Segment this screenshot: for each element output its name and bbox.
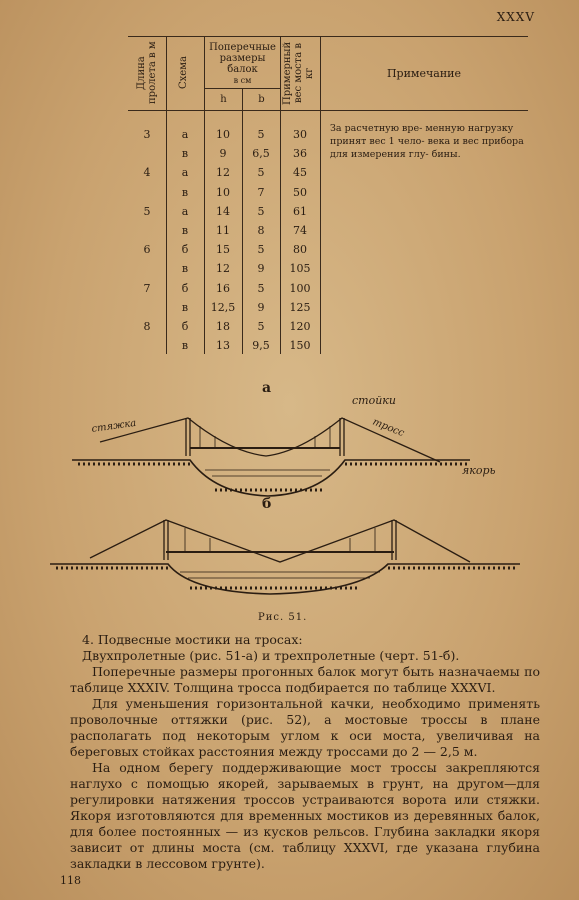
table-cell-weight: 100 xyxy=(289,281,311,295)
table-cell-weight: 45 xyxy=(293,166,307,180)
water-b xyxy=(180,572,380,578)
table-cell-weight: 105 xyxy=(289,262,311,276)
table-cell-b: 5 xyxy=(257,281,265,295)
table-cell-scheme: б xyxy=(181,243,189,257)
post-b-right xyxy=(392,520,396,560)
table-cell-scheme: а xyxy=(181,128,189,141)
table-cell-h: 15 xyxy=(216,243,230,257)
table-cell-scheme: в xyxy=(181,339,189,353)
table-cell-scheme: в xyxy=(181,300,189,314)
header-length: Длина пролета в м xyxy=(136,41,158,105)
table-cell-h: 13 xyxy=(216,339,230,353)
table-cell-h: 12 xyxy=(216,166,230,180)
diagram-b xyxy=(50,520,520,594)
table-cell-length: 3 xyxy=(143,128,151,141)
table-col-rule xyxy=(320,36,321,354)
table-cell-scheme: б xyxy=(181,320,189,333)
table-cell-h: 16 xyxy=(216,281,230,295)
header-scheme: Схема xyxy=(178,56,189,90)
figure-caption: Рис. 51. xyxy=(258,612,308,623)
table-cell-length: 7 xyxy=(143,281,151,295)
stays-b xyxy=(185,528,375,552)
table-cell-weight: 80 xyxy=(293,243,307,257)
header-h: h xyxy=(220,94,227,105)
table-cell-b: 5 xyxy=(257,128,265,141)
post-b-left xyxy=(164,520,168,560)
table-cell-h: 14 xyxy=(216,204,230,218)
table-cell-b: 5 xyxy=(257,204,265,218)
header-cross-title: Поперечные размеры балок xyxy=(209,42,276,75)
table-cell-weight: 36 xyxy=(293,147,307,161)
header-cross-unit: в см xyxy=(233,76,252,85)
table-cell-b: 9,5 xyxy=(252,339,270,353)
paragraph-3: Для уменьшения горизонтальной качки, необходимо применять проволочные оттяжки (рис. 52), а мостовые троссы в плане располагать под некоторым углом к оси моста, увеличивая на береговых стойках расстояния между троссами до 2 — 2,5 м. xyxy=(70,696,540,759)
table-cell-weight: 50 xyxy=(293,185,307,199)
paragraph-4: На одном берегу поддерживающие мост троссы закрепляются наглухо с помощью якорей, зарываемых в грунт, на другом—для регулировки натяжения троссов устраиваются ворота или стяжки. Якоря изготовляются для временных мостиков из деревянных балок, для более постоянных — из кусков рельсов. Глубина закладки якоря зависит от длины моста (см. таблицу XXXVI, где указана глубина закладки в лессовом грунте). xyxy=(70,760,540,871)
table-cell-b: 8 xyxy=(257,224,265,237)
paragraph-2: Поперечные размеры прогонных балок могут быть назначаемы по таблице XXXIV. Толщина тросса подбирается по таблице XXXVI. xyxy=(70,664,540,695)
table-cell-length: 8 xyxy=(143,320,151,333)
table-cell-b: 5 xyxy=(257,166,265,180)
header-weight: Примерный вес моста в кг xyxy=(282,41,315,105)
label-styazhka: стяжка xyxy=(90,417,137,435)
table-cell-b: 7 xyxy=(257,185,265,199)
table-cell-length: 4 xyxy=(143,166,151,180)
table-cell-h: 12 xyxy=(216,262,230,276)
table-rule-top xyxy=(128,36,528,37)
table-cell-scheme: б xyxy=(181,281,189,295)
table-cell-weight: 150 xyxy=(289,339,311,353)
label-stoiki: стойки xyxy=(352,394,396,407)
table-cell-b: 6,5 xyxy=(252,147,270,161)
table-cell-b: 5 xyxy=(257,320,265,333)
table-note: За расчетную вре- менную нагрузку принят вес 1 чело- века и вес прибора для измерения глу- бины. xyxy=(330,123,524,160)
table-cell-weight: 30 xyxy=(293,128,307,141)
table-cell-b: 5 xyxy=(257,243,265,257)
label-yakor: якорь xyxy=(462,464,496,477)
table-cell-weight: 74 xyxy=(293,224,307,237)
body-text xyxy=(70,632,540,872)
table-cell-scheme: в xyxy=(181,185,189,199)
header-note: Примечание xyxy=(386,67,462,80)
figure-51 xyxy=(0,372,579,612)
header-cross xyxy=(205,42,280,86)
table-cell-h: 9 xyxy=(219,147,227,161)
table-cell-h: 12,5 xyxy=(210,300,236,314)
table-cell-length: 5 xyxy=(143,204,151,218)
table-rule-head xyxy=(128,110,528,111)
table-cell-weight: 61 xyxy=(293,204,307,218)
table-cell-scheme: а xyxy=(181,204,189,218)
stays-a xyxy=(200,426,330,448)
table-cell-scheme: в xyxy=(181,147,189,161)
table-cell-h: 11 xyxy=(216,224,230,237)
page-label: XXXV xyxy=(496,10,535,24)
table-cell-h: 10 xyxy=(216,185,230,199)
label-a: а xyxy=(262,380,272,396)
table-cell-length: 6 xyxy=(143,243,151,257)
ground-hatch-a xyxy=(78,464,470,490)
table-cell-scheme: а xyxy=(181,166,189,180)
table-cell-b: 9 xyxy=(257,262,265,276)
table-cell-scheme: в xyxy=(181,224,189,237)
bridge-table xyxy=(128,36,530,354)
cable-b xyxy=(90,520,470,562)
post-a-left xyxy=(186,418,190,456)
post-a-right xyxy=(340,418,344,456)
diagram-a xyxy=(72,418,470,496)
header-b: b xyxy=(258,94,265,105)
label-b: б xyxy=(262,496,272,512)
table-cell-scheme: в xyxy=(181,262,189,276)
table-cell-weight: 125 xyxy=(289,300,311,314)
table-cell-h: 18 xyxy=(216,320,230,333)
table-cell-h: 10 xyxy=(216,128,230,141)
section-heading: 4. Подвесные мостики на тросах: xyxy=(82,632,303,647)
table-cell-weight: 120 xyxy=(289,320,311,333)
paragraph-1: Двухпролетные (рис. 51-а) и трехпролетные (черт. 51-б). xyxy=(82,648,460,663)
label-trossy: тросс xyxy=(370,416,406,440)
water-a xyxy=(205,470,330,476)
page-number: 118 xyxy=(60,874,81,887)
table-cell-b: 9 xyxy=(257,300,265,314)
